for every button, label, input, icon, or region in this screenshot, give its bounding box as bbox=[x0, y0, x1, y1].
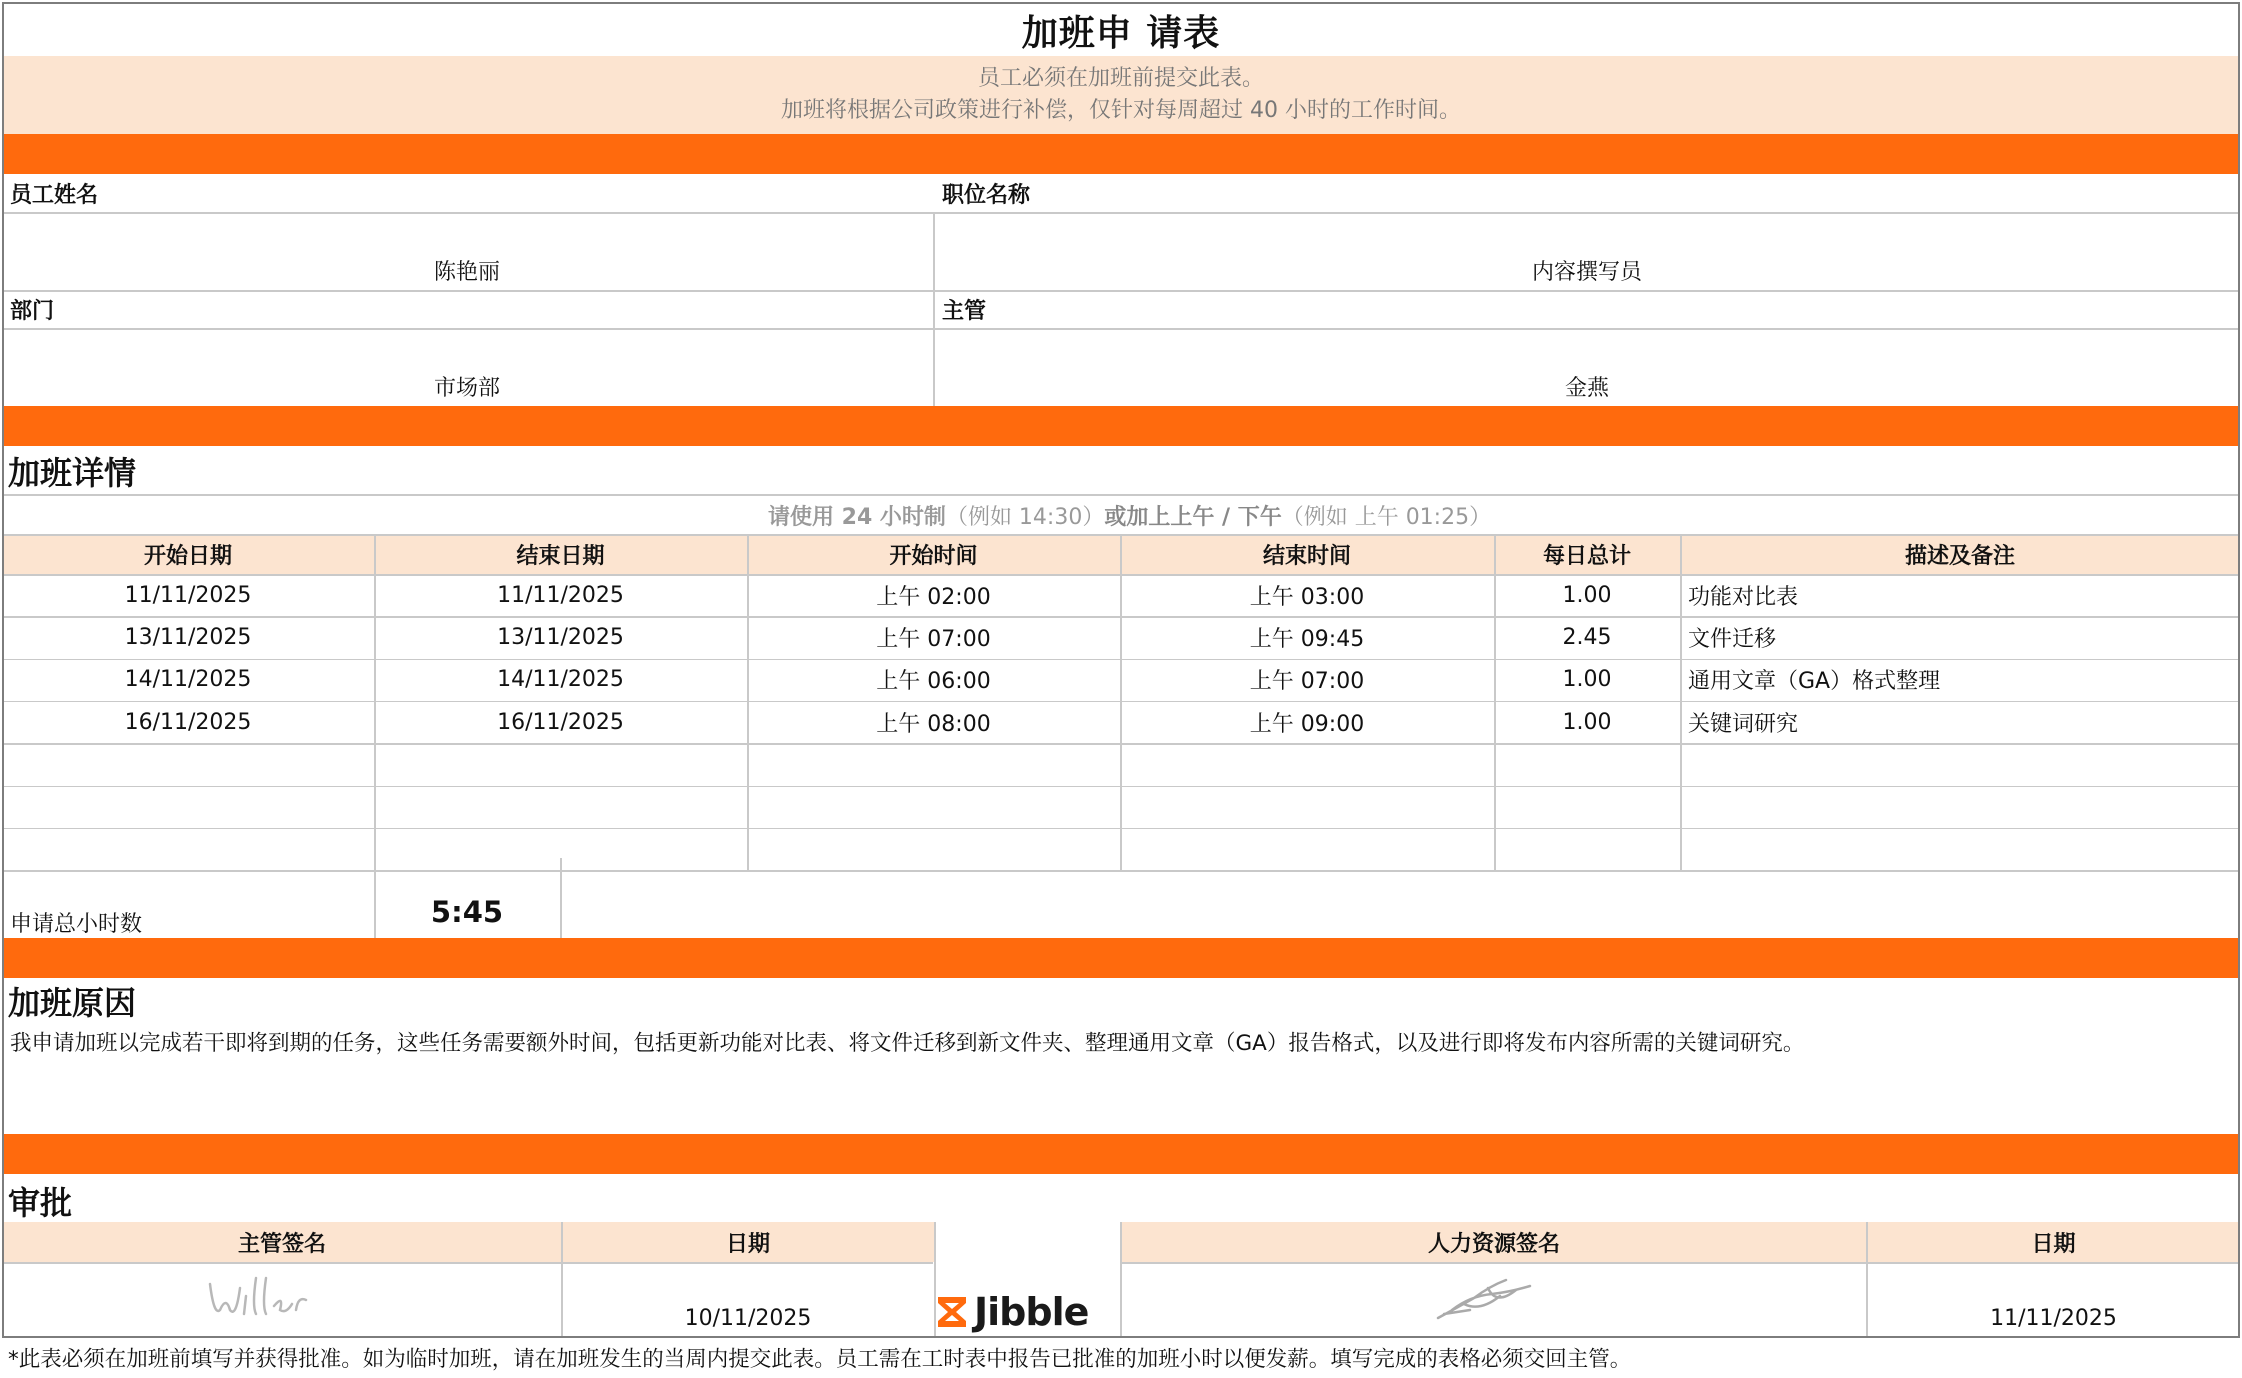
table-cell[interactable]: 文件迁移 bbox=[1688, 626, 1777, 652]
table-cell[interactable]: 1.00 bbox=[1562, 709, 1612, 735]
job-title-label: 职位名称 bbox=[942, 182, 1031, 208]
job-title-value[interactable]: 内容撰写员 bbox=[1531, 260, 1642, 285]
reason-text[interactable]: 我申请加班以完成若干即将到期的任务，这些任务需要额外时间，包括更新功能对比表、将文件迁移到新文件夹、整理通用文章（GA）报告格式，以及进行即将发布内容所需的关键词研究。 bbox=[10, 1031, 1805, 1056]
approval-date-header-2: 日期 bbox=[1867, 1222, 2240, 1262]
employee-name-value[interactable]: 陈艳丽 bbox=[433, 260, 500, 285]
form-title: 加班申 请表 bbox=[1021, 12, 1221, 54]
approval-date-header-1: 日期 bbox=[562, 1222, 934, 1262]
table-cell[interactable]: 关键词研究 bbox=[1688, 711, 1799, 737]
form-border bbox=[2, 2, 2240, 1338]
table-cell[interactable]: 11/11/2025 bbox=[124, 582, 252, 608]
supervisor-signature-header: 主管签名 bbox=[2, 1222, 562, 1262]
logo-text: Jibble bbox=[974, 1290, 1089, 1334]
hint-ampm: 或加上上午 / 下午 bbox=[1104, 505, 1282, 530]
details-heading: 加班详情 bbox=[8, 454, 137, 492]
hint-example-2: （例如 上午 01:25） bbox=[1281, 505, 1492, 530]
employee-name-label: 员工姓名 bbox=[10, 182, 99, 208]
column-header: 描述及备注 bbox=[1680, 534, 2240, 574]
table-cell[interactable]: 13/11/2025 bbox=[124, 624, 252, 650]
total-hours-label: 申请总小时数 bbox=[10, 912, 143, 937]
hint-24h: 请使用 24 小时制 bbox=[768, 505, 946, 530]
table-cell[interactable]: 14/11/2025 bbox=[124, 667, 252, 693]
table-cell[interactable]: 16/11/2025 bbox=[124, 709, 252, 735]
footer-note: *此表必须在加班前填写并获得批准。如为临时加班，请在加班发生的当周内提交此表。员工需在工时表中报告已批准的加班小时以便发薪。填写完成的表格必须交回主管。 bbox=[8, 1347, 1632, 1372]
supervisor-label: 主管 bbox=[942, 298, 987, 324]
table-cell[interactable]: 上午 09:45 bbox=[1249, 626, 1365, 652]
table-cell[interactable]: 16/11/2025 bbox=[497, 709, 624, 735]
notice-line-1: 员工必须在加班前提交此表。 bbox=[977, 66, 1264, 91]
approval-date-value-1[interactable]: 10/11/2025 bbox=[684, 1305, 812, 1331]
department-label: 部门 bbox=[10, 298, 55, 324]
table-cell[interactable]: 上午 07:00 bbox=[876, 626, 991, 652]
column-header: 结束日期 bbox=[374, 534, 747, 574]
table-cell[interactable]: 上午 03:00 bbox=[1249, 584, 1365, 610]
table-cell[interactable]: 2.45 bbox=[1562, 624, 1612, 650]
table-cell[interactable]: 通用文章（GA）格式整理 bbox=[1688, 669, 1941, 695]
approval-heading: 审批 bbox=[8, 1184, 73, 1222]
column-header: 结束时间 bbox=[1120, 534, 1494, 574]
department-value[interactable]: 市场部 bbox=[433, 376, 500, 401]
table-cell[interactable]: 1.00 bbox=[1562, 582, 1612, 608]
table-cell[interactable]: 11/11/2025 bbox=[497, 582, 624, 608]
notice-line-2: 加班将根据公司政策进行补偿，仅针对每周超过 40 小时的工作时间。 bbox=[781, 98, 1461, 123]
column-header: 开始时间 bbox=[747, 534, 1120, 574]
approval-date-value-2[interactable]: 11/11/2025 bbox=[1990, 1305, 2117, 1331]
column-header: 每日总计 bbox=[1494, 534, 1680, 574]
table-cell[interactable]: 上午 07:00 bbox=[1249, 669, 1365, 695]
column-header: 开始日期 bbox=[2, 534, 374, 574]
hr-signature-header: 人力资源签名 bbox=[1121, 1222, 1867, 1262]
table-cell[interactable]: 上午 06:00 bbox=[876, 669, 991, 695]
table-cell[interactable]: 上午 09:00 bbox=[1249, 711, 1365, 737]
table-cell[interactable]: 上午 02:00 bbox=[876, 584, 991, 610]
table-cell[interactable]: 1.00 bbox=[1562, 667, 1612, 693]
table-cell[interactable]: 13/11/2025 bbox=[497, 624, 624, 650]
supervisor-value[interactable]: 金燕 bbox=[1564, 376, 1609, 401]
table-cell[interactable]: 功能对比表 bbox=[1688, 584, 1799, 610]
total-hours-value: 5:45 bbox=[430, 895, 504, 929]
hint-example-1: （例如 14:30） bbox=[945, 505, 1105, 530]
reason-heading: 加班原因 bbox=[8, 984, 137, 1022]
table-cell[interactable]: 14/11/2025 bbox=[497, 667, 624, 693]
table-cell[interactable]: 上午 08:00 bbox=[876, 711, 991, 737]
